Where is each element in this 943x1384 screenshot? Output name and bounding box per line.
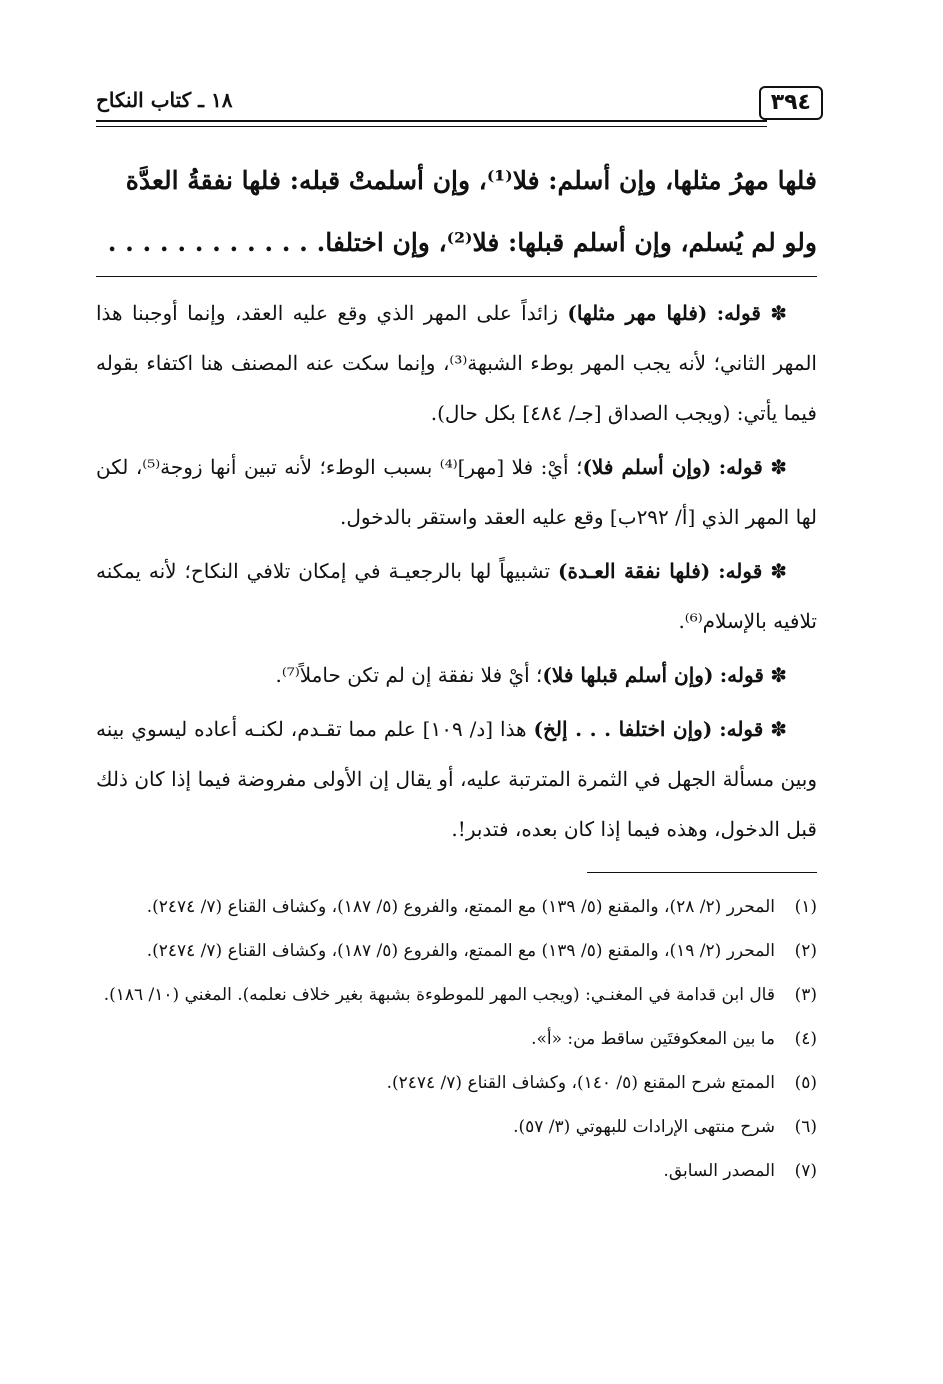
commentary-lead: قوله: xyxy=(719,663,764,687)
footnote xyxy=(96,976,817,1014)
commentary-body: ؛ أيْ فلا نفقة إن لم تكن حاملاً⁽⁷⁾. xyxy=(275,663,543,687)
commentary-body: تشبيهاً لها بالرجعيـة في إمكان تلافي النكاح؛ لأنه يمكنه تلافيه بالإسلام⁽⁶⁾. xyxy=(96,559,817,633)
commentary-quote: (وإن أسلم قبلها فلا) xyxy=(542,663,714,687)
commentary-lead: قوله: xyxy=(718,455,763,479)
footnote xyxy=(96,1020,817,1058)
page-header xyxy=(96,86,815,122)
footnote-text: المصدر السابق. xyxy=(663,1161,775,1181)
commentary-lead: قوله: xyxy=(716,301,761,325)
chapter-title: ١٨ ـ كتاب النكاح xyxy=(96,88,233,112)
commentary-body: هذا [د/ ١٠٩] علم مما تقـدم، لكنـه أعاده ليسوي بينه وبين مسألة الجهل في الثمرة المترتبة عليه، أو يقال إن الأولى مفروضة فيما إذا كان ذلك قبل الدخول، وهذه فيما إذا كان بعده، فتدبر!. xyxy=(96,717,817,841)
commentary-quote: (فلها نفقة العـدة) xyxy=(558,559,711,583)
commentary-lead: قوله: xyxy=(718,559,763,583)
footnote-text: ما بين المعكوفتَين ساقط من: «أ». xyxy=(531,1029,775,1049)
footnote-number: (٥) xyxy=(794,1073,817,1093)
commentary-paragraph: ✽ قوله: (فلها نفقة العـدة) تشبيهاً لها بالرجعيـة في إمكان تلافي النكاح؛ لأنه يمكنه تلافيه بالإسلام⁽⁶⁾. xyxy=(96,559,817,633)
footnote-number: (٢) xyxy=(794,941,817,961)
footnote xyxy=(96,1064,817,1102)
footnote-text: الممتع شرح المقنع (٥/ ١٤٠)، وكشاف القناع (٧/ ٢٤٧٤). xyxy=(386,1073,775,1093)
page-number: ٣٩٤ xyxy=(759,86,823,120)
footnote-divider xyxy=(587,872,817,873)
main-text-line: فلها مهرُ مثلها، وإن أسلم: فلا⁽¹⁾، وإن أسلمتْ قبله: فلها نفقةُ العدَّة xyxy=(125,166,817,195)
commentary-quote: (فلها مهر مثلها) xyxy=(567,301,708,325)
commentary xyxy=(96,288,817,858)
commentary-lead: قوله: xyxy=(719,717,764,741)
footnote xyxy=(96,888,817,926)
footnote-text: قال ابن قدامة في المغنـي: (ويجب المهر للموطوءة بشبهة بغير خلاف نعلمه). المغني (١٠/ ١٨٦). xyxy=(103,985,775,1005)
footnote-number: (٤) xyxy=(794,1029,817,1049)
main-text xyxy=(96,150,817,274)
commentary-paragraph: ✽ قوله: (وإن أسلم قبلها فلا)؛ أيْ فلا نفقة إن لم تكن حاملاً⁽⁷⁾. xyxy=(275,663,787,687)
footnote-number: (١) xyxy=(794,897,817,917)
commentary-paragraph: ✽ قوله: (وإن اختلفا . . . إلخ) هذا [د/ ١٠٩] علم مما تقـدم، لكنـه أعاده ليسوي بينه وبين مسألة الجهل في الثمرة المترتبة عليه، أو يقال إن الأولى مفروضة فيما إذا كان ذلك قبل الدخول، وهذه فيما إذا كان بعده، فتدبر!. xyxy=(96,717,817,841)
header-rule xyxy=(96,120,767,122)
footnote xyxy=(96,1108,817,1146)
footnote xyxy=(96,932,817,970)
main-text-line: ولو لم يُسلم، وإن أسلم قبلها: فلا⁽²⁾، وإن اختلفا. . . . . . . . . . . . . xyxy=(107,228,817,257)
commentary-body: زائداً على المهر الذي وقع عليه العقد، وإنما أوجبنا هذا المهر الثاني؛ لأنه يجب المهر بوطء الشبهة⁽³⁾، وإنما سكت عنه المصنف هنا اكتفاء بقوله فيما يأتي: (ويجب الصداق [جـ/ ٤٨٤] بكل حال). xyxy=(96,301,817,425)
commentary-paragraph: ✽ قوله: (فلها مهر مثلها) زائداً على المهر الذي وقع عليه العقد، وإنما أوجبنا هذا المهر الثاني؛ لأنه يجب المهر بوطء الشبهة⁽³⁾، وإنما سكت عنه المصنف هنا اكتفاء بقوله فيما يأتي: (ويجب الصداق [جـ/ ٤٨٤] بكل حال). xyxy=(96,301,817,425)
footnote-text: المحرر (٢/ ١٩)، والمقنع (٥/ ١٣٩) مع الممتع، والفروع (٥/ ١٨٧)، وكشاف القناع (٧/ ٢٤٧٤). xyxy=(146,941,775,961)
header-rule-thin xyxy=(96,126,767,127)
footnote-number: (٦) xyxy=(794,1117,817,1137)
commentary-quote: (وإن اختلفا . . . إلخ) xyxy=(533,717,713,741)
footnote-text: شرح منتهى الإرادات للبهوتي (٣/ ٥٧). xyxy=(513,1117,775,1137)
commentary-paragraph: ✽ قوله: (وإن أسلم فلا)؛ أيْ: فلا [مهر]⁽⁴⁾ بسبب الوطء؛ لأنه تبين أنها زوجة⁽⁵⁾، لكن لها المهر الذي [أ/ ٢٩٢ب] وقع عليه العقد واستقر بالدخول. xyxy=(96,455,817,529)
footnote-text: المحرر (٢/ ٢٨)، والمقنع (٥/ ١٣٩) مع الممتع، والفروع (٥/ ١٨٧)، وكشاف القناع (٧/ ٢٤٧٤). xyxy=(146,897,775,917)
commentary-body: ؛ أيْ: فلا [مهر]⁽⁴⁾ بسبب الوطء؛ لأنه تبين أنها زوجة⁽⁵⁾، لكن لها المهر الذي [أ/ ٢٩٢ب] وقع عليه العقد واستقر بالدخول. xyxy=(96,455,817,529)
footnote-number: (٧) xyxy=(794,1161,817,1181)
footnotes xyxy=(96,888,817,1196)
footnote-number: (٣) xyxy=(794,985,817,1005)
footnote xyxy=(96,1152,817,1190)
main-text-divider xyxy=(96,276,817,277)
commentary-quote: (وإن أسلم فلا) xyxy=(582,455,712,479)
